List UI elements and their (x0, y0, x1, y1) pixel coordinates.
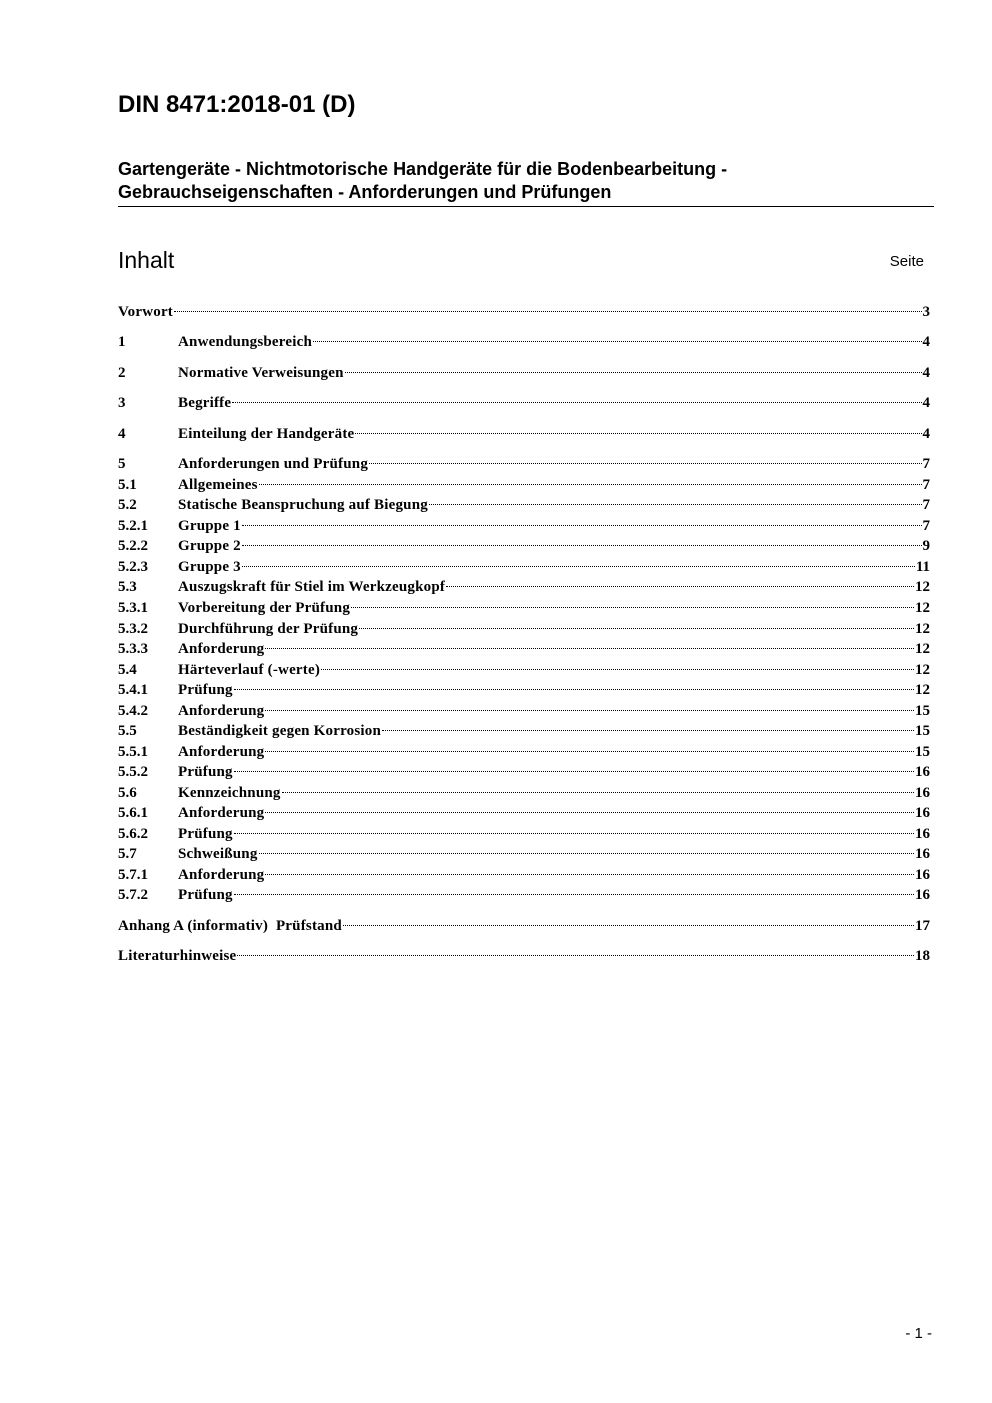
toc-entry-title: Anforderungen und Prüfung (178, 456, 369, 472)
toc-leader-dots (355, 433, 921, 434)
document-title-line-1: Gartengeräte - Nichtmotorische Handgeräte für die Bodenbearbeitung - (118, 159, 728, 179)
toc-entry-number: 5.2.3 (118, 559, 148, 575)
toc-entry[interactable] (118, 701, 930, 721)
toc-leader-dots (282, 792, 914, 793)
toc-entry-title: Auszugskraft für Stiel im Werkzeugkopf (178, 579, 446, 595)
toc-entry-title: Anhang A (informativ) Prüfstand (118, 918, 342, 934)
toc-entry-page: 4 (922, 334, 930, 350)
toc-entry[interactable] (118, 454, 930, 474)
toc-entry-title: Prüfung (178, 826, 233, 842)
toc-entry[interactable] (118, 577, 930, 597)
toc-leader-dots (265, 648, 914, 649)
toc-entry-title: Anforderung (178, 641, 265, 657)
toc-leader-dots (242, 566, 915, 567)
toc-entry[interactable] (118, 393, 930, 413)
toc-entry-number: 5.5 (118, 723, 137, 739)
toc-leader-dots (259, 853, 914, 854)
toc-entry-title: Statische Beanspruchung auf Biegung (178, 497, 428, 513)
toc-entry-page: 16 (915, 846, 930, 862)
toc-entry-page: 16 (915, 785, 930, 801)
toc-entry-page: 12 (915, 662, 930, 678)
toc-entry-number: 5.5.1 (118, 744, 148, 760)
toc-entry-page: 16 (915, 826, 930, 842)
toc-entry-title: Härteverlauf (-werte) (178, 662, 321, 678)
toc-entry-page: 9 (922, 538, 930, 554)
toc-leader-dots (265, 751, 914, 752)
toc-entry-title: Schweißung (178, 846, 258, 862)
toc-entry[interactable] (118, 824, 930, 844)
toc-leader-dots (265, 710, 914, 711)
toc-entry[interactable] (118, 742, 930, 762)
toc-entry-title: Literaturhinweise (118, 948, 237, 964)
toc-entry-title: Anforderung (178, 805, 265, 821)
toc-entry-number: 5.7.2 (118, 887, 148, 903)
toc-entry-number: 5.6 (118, 785, 137, 801)
toc-entry-number: 5.5.2 (118, 764, 148, 780)
toc-entry-title: Anforderung (178, 744, 265, 760)
toc-leader-dots (237, 955, 914, 956)
document-title-line-2: Gebrauchseigenschaften - Anforderungen und Prüfungen (118, 182, 612, 202)
toc-entry[interactable] (118, 639, 930, 659)
toc-entry[interactable] (118, 302, 930, 322)
toc-leader-dots (232, 402, 921, 403)
toc-entry[interactable] (118, 865, 930, 885)
toc-entry-page: 16 (915, 887, 930, 903)
toc-entry-page: 12 (915, 579, 930, 595)
document-title (118, 158, 934, 207)
toc-entry[interactable] (118, 946, 930, 966)
toc-leader-dots (313, 341, 922, 342)
toc-leader-dots (345, 372, 922, 373)
toc-entry[interactable] (118, 516, 930, 536)
toc-entry[interactable] (118, 844, 930, 864)
toc-entry-page: 4 (922, 365, 930, 381)
toc-entry[interactable] (118, 363, 930, 383)
toc-entry-title: Gruppe 2 (178, 538, 241, 554)
toc-entry-page: 12 (915, 600, 930, 616)
toc-entry[interactable] (118, 885, 930, 905)
toc-entry-page: 16 (915, 867, 930, 883)
toc-entry[interactable] (118, 332, 930, 352)
toc-entry-title: Durchführung der Prüfung (178, 621, 359, 637)
toc-entry[interactable] (118, 680, 930, 700)
toc-entry-number: 1 (118, 334, 126, 350)
toc-entry[interactable] (118, 619, 930, 639)
toc-entry-title: Vorbereitung der Prüfung (178, 600, 351, 616)
toc-leader-dots (259, 484, 922, 485)
document-id: DIN 8471:2018-01 (D) (118, 91, 356, 118)
toc-entry-page: 18 (915, 948, 930, 964)
toc-entry-page: 11 (915, 559, 930, 575)
toc-entry-title: Prüfung (178, 764, 233, 780)
toc-leader-dots (265, 874, 914, 875)
toc-entry[interactable] (118, 916, 930, 936)
toc-entry-number: 5.3.2 (118, 621, 148, 637)
toc-entry[interactable] (118, 803, 930, 823)
toc-entry-title: Gruppe 3 (178, 559, 241, 575)
toc-entry-number: 5.3.1 (118, 600, 148, 616)
toc-entry-page: 15 (915, 703, 930, 719)
toc-entry-number: 5.7 (118, 846, 137, 862)
toc-leader-dots (265, 812, 914, 813)
toc-entry-title: Kennzeichnung (178, 785, 281, 801)
toc-entry-number: 5.6.2 (118, 826, 148, 842)
toc-leader-dots (446, 586, 914, 587)
toc-entry[interactable] (118, 424, 930, 444)
toc-entry-number: 5.3.3 (118, 641, 148, 657)
toc-entry[interactable] (118, 660, 930, 680)
toc-entry-number: 5.3 (118, 579, 137, 595)
toc-entry-number: 4 (118, 426, 126, 442)
toc-entry-number: 5.4.1 (118, 682, 148, 698)
toc-leader-dots (242, 545, 922, 546)
toc-entry[interactable] (118, 762, 930, 782)
toc-leader-dots (234, 771, 914, 772)
toc-entry-number: 5.2 (118, 497, 137, 513)
toc-leader-dots (234, 689, 914, 690)
toc-entry-number: 5.4.2 (118, 703, 148, 719)
toc-entry-page: 12 (915, 621, 930, 637)
toc-entry[interactable] (118, 495, 930, 515)
toc-leader-dots (234, 894, 914, 895)
toc-leader-dots (382, 730, 914, 731)
toc-entry-page: 3 (922, 304, 930, 320)
toc-entry-page: 15 (915, 723, 930, 739)
toc-entry[interactable] (118, 783, 930, 803)
toc-entry-number: 5.4 (118, 662, 137, 678)
toc-entry-page: 4 (922, 395, 930, 411)
toc-entry[interactable] (118, 536, 930, 556)
toc-entry-page: 7 (922, 518, 930, 534)
toc-entry-number: 5.1 (118, 477, 137, 493)
toc-entry-page: 12 (915, 682, 930, 698)
toc-leader-dots (359, 628, 914, 629)
toc-entry-page: 4 (922, 426, 930, 442)
toc-entry-title: Allgemeines (178, 477, 258, 493)
toc-entry-number: 5.2.2 (118, 538, 148, 554)
toc-leader-dots (321, 669, 914, 670)
toc-entry-page: 12 (915, 641, 930, 657)
toc-page-label: Seite (889, 253, 924, 270)
toc-entry[interactable] (118, 557, 930, 577)
toc-entry-number: 5 (118, 456, 126, 472)
toc-entry-page: 16 (915, 764, 930, 780)
toc-entry-number: 5.6.1 (118, 805, 148, 821)
toc-leader-dots (343, 925, 914, 926)
toc-leader-dots (234, 833, 914, 834)
toc-entry-number: 2 (118, 365, 126, 381)
toc-entry-number: 5.7.1 (118, 867, 148, 883)
toc-entry-title: Anforderung (178, 867, 265, 883)
toc-entry-number: 5.2.1 (118, 518, 148, 534)
toc-leader-dots (429, 504, 922, 505)
toc-leader-dots (351, 607, 914, 608)
toc-entry-title: Anforderung (178, 703, 265, 719)
toc-entry-title: Begriffe (178, 395, 232, 411)
toc-entry-page: 17 (915, 918, 930, 934)
toc-entry-page: 7 (922, 497, 930, 513)
toc-heading: Inhalt (118, 247, 175, 273)
toc-leader-dots (174, 311, 922, 312)
toc-entry-page: 15 (915, 744, 930, 760)
toc-entry-title: Prüfung (178, 682, 233, 698)
toc-entry-title: Prüfung (178, 887, 233, 903)
toc-leader-dots (369, 463, 921, 464)
page-number: - 1 - (905, 1325, 932, 1342)
toc-leader-dots (242, 525, 922, 526)
toc-entry[interactable] (118, 721, 930, 741)
toc-entry-page: 16 (915, 805, 930, 821)
toc-entry-title: Anwendungsbereich (178, 334, 312, 350)
toc-entry[interactable] (118, 598, 930, 618)
toc-header (118, 245, 928, 275)
toc-entry-title: Normative Verweisungen (178, 365, 344, 381)
toc-entry-page: 7 (922, 456, 930, 472)
toc-entry-title: Beständigkeit gegen Korrosion (178, 723, 382, 739)
toc-entry-title: Gruppe 1 (178, 518, 241, 534)
toc-entry-number: 3 (118, 395, 126, 411)
toc-entry[interactable] (118, 475, 930, 495)
toc-entry-title: Vorwort (118, 304, 173, 320)
toc-entry-page: 7 (922, 477, 930, 493)
toc-entry-title: Einteilung der Handgeräte (178, 426, 355, 442)
